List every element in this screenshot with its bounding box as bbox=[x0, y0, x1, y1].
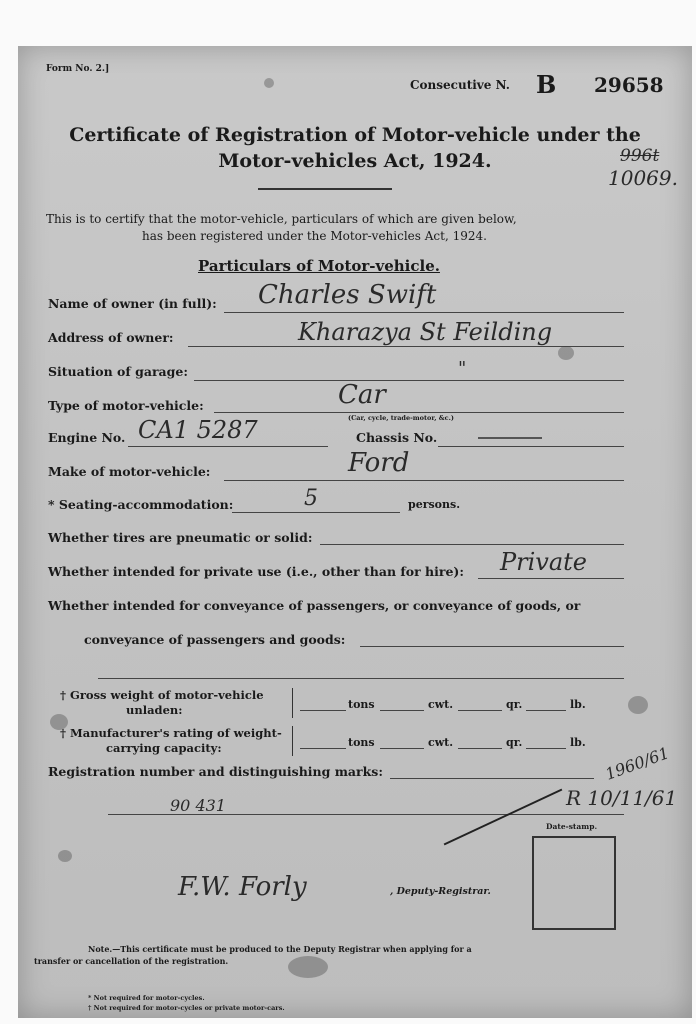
certificate-paper bbox=[18, 46, 692, 1018]
private-use-label: Whether intended for private use (i.e., other than for hire): bbox=[48, 564, 464, 579]
rating-lb-unit: lb. bbox=[570, 736, 586, 749]
form-number: Form No. 2.] bbox=[46, 64, 110, 74]
chassis-label: Chassis No. bbox=[356, 430, 438, 445]
stain-mark bbox=[58, 850, 72, 862]
make-value: Ford bbox=[348, 448, 410, 478]
footnote-2: † Not required for motor-cycles or private motor-cars. bbox=[88, 1004, 285, 1012]
gross-weight-bracket bbox=[292, 688, 293, 718]
deputy-registrar-label: , Deputy-Registrar. bbox=[390, 886, 491, 897]
garage-line bbox=[194, 380, 624, 381]
private-use-value: Private bbox=[500, 548, 588, 576]
date-stamp-box bbox=[532, 836, 616, 930]
stain-mark bbox=[288, 956, 328, 978]
consecutive-label: Consecutive N. bbox=[410, 78, 510, 92]
registration-year: 1960/61 bbox=[602, 743, 672, 784]
series-letter: B bbox=[536, 70, 557, 99]
rating-cwt-unit: cwt. bbox=[428, 736, 454, 749]
make-line bbox=[224, 480, 624, 481]
gross-weight-label1: † Gross weight of motor-vehicle bbox=[60, 688, 264, 702]
chassis-line bbox=[438, 446, 624, 447]
rating-qr-line bbox=[458, 748, 502, 749]
margin-number: 10069. bbox=[608, 166, 678, 190]
engine-line bbox=[128, 446, 328, 447]
owner-name-line bbox=[224, 312, 624, 313]
rating-label2: carrying capacity: bbox=[106, 741, 222, 755]
certificate-title-line1: Certificate of Registration of Motor-vehicle under the bbox=[69, 124, 641, 146]
type-value: Car bbox=[338, 380, 386, 410]
type-line bbox=[214, 412, 624, 413]
make-label: Make of motor-vehicle: bbox=[48, 464, 211, 479]
tires-label: Whether tires are pneumatic or solid: bbox=[48, 530, 313, 545]
garage-label: Situation of garage: bbox=[48, 364, 188, 379]
intro-line1: This is to certify that the motor-vehicle, particulars of which are given below, bbox=[46, 212, 517, 226]
owner-name-value: Charles Swift bbox=[258, 280, 437, 310]
margin-number-struck: 996t bbox=[620, 146, 660, 166]
gross-tons-line bbox=[300, 710, 346, 711]
registration-value: 90 431 bbox=[170, 796, 226, 815]
type-label: Type of motor-vehicle: bbox=[48, 398, 204, 413]
gross-tons-unit: tons bbox=[348, 698, 375, 711]
rating-label1: † Manufacturer's rating of weight- bbox=[60, 726, 282, 740]
certificate-title-line2: Motor-vehicles Act, 1924. bbox=[218, 150, 492, 172]
conveyance-extra-line bbox=[98, 678, 624, 679]
conveyance-line1: Whether intended for conveyance of passengers, or conveyance of goods, or bbox=[48, 598, 581, 613]
conveyance-line2: conveyance of passengers and goods: bbox=[84, 632, 346, 647]
registrar-signature: F.W. Forly bbox=[178, 872, 307, 902]
seating-label: * Seating-accommodation: bbox=[48, 497, 234, 512]
title-underline bbox=[258, 188, 392, 190]
gross-lb-unit: lb. bbox=[570, 698, 586, 711]
owner-address-value: Kharazya St Feilding bbox=[298, 318, 553, 346]
conveyance-line bbox=[360, 646, 624, 647]
note-line1: Note.—This certificate must be produced to the Deputy Registrar when applying for a bbox=[88, 944, 472, 954]
footnote-1: * Not required for motor-cycles. bbox=[88, 994, 205, 1002]
gross-weight-label2: unladen: bbox=[126, 703, 183, 717]
rating-tons-line bbox=[300, 748, 346, 749]
registration-label: Registration number and distinguishing marks: bbox=[48, 764, 383, 779]
seating-value: 5 bbox=[304, 486, 318, 511]
rating-qr-unit: qr. bbox=[506, 736, 523, 749]
gross-qr-unit: qr. bbox=[506, 698, 523, 711]
stain-mark bbox=[628, 696, 648, 714]
stain-mark bbox=[558, 346, 574, 360]
gross-cwt-line bbox=[380, 710, 424, 711]
owner-address-label: Address of owner: bbox=[48, 330, 174, 345]
intro-line2: has been registered under the Motor-vehicles Act, 1924. bbox=[142, 229, 487, 243]
registration-note: R 10/11/61 bbox=[566, 786, 678, 810]
note-line2: transfer or cancellation of the registration. bbox=[34, 956, 229, 966]
private-use-line bbox=[478, 578, 624, 579]
type-hint: (Car, cycle, trade-motor, &c.) bbox=[348, 414, 454, 422]
seating-line bbox=[232, 512, 400, 513]
stain-mark bbox=[50, 714, 68, 730]
stain-mark bbox=[264, 78, 274, 88]
rating-bracket bbox=[292, 726, 293, 756]
gross-lb-line bbox=[526, 710, 566, 711]
tires-line bbox=[320, 544, 624, 545]
serial-number: 29658 bbox=[594, 73, 664, 97]
engine-label: Engine No. bbox=[48, 430, 126, 445]
rating-tons-unit: tons bbox=[348, 736, 375, 749]
owner-name-label: Name of owner (in full): bbox=[48, 296, 217, 311]
gross-qr-line bbox=[458, 710, 502, 711]
gross-cwt-unit: cwt. bbox=[428, 698, 454, 711]
garage-value: " bbox=[458, 358, 467, 379]
engine-value: CA1 5287 bbox=[138, 416, 258, 444]
seating-suffix: persons. bbox=[408, 498, 461, 511]
chassis-dash bbox=[478, 437, 542, 439]
rating-cwt-line bbox=[380, 748, 424, 749]
registration-line bbox=[390, 778, 594, 779]
rating-lb-line bbox=[526, 748, 566, 749]
date-stamp-label: Date-stamp. bbox=[546, 822, 598, 831]
owner-address-line bbox=[188, 346, 624, 347]
section-heading: Particulars of Motor-vehicle. bbox=[198, 257, 440, 275]
